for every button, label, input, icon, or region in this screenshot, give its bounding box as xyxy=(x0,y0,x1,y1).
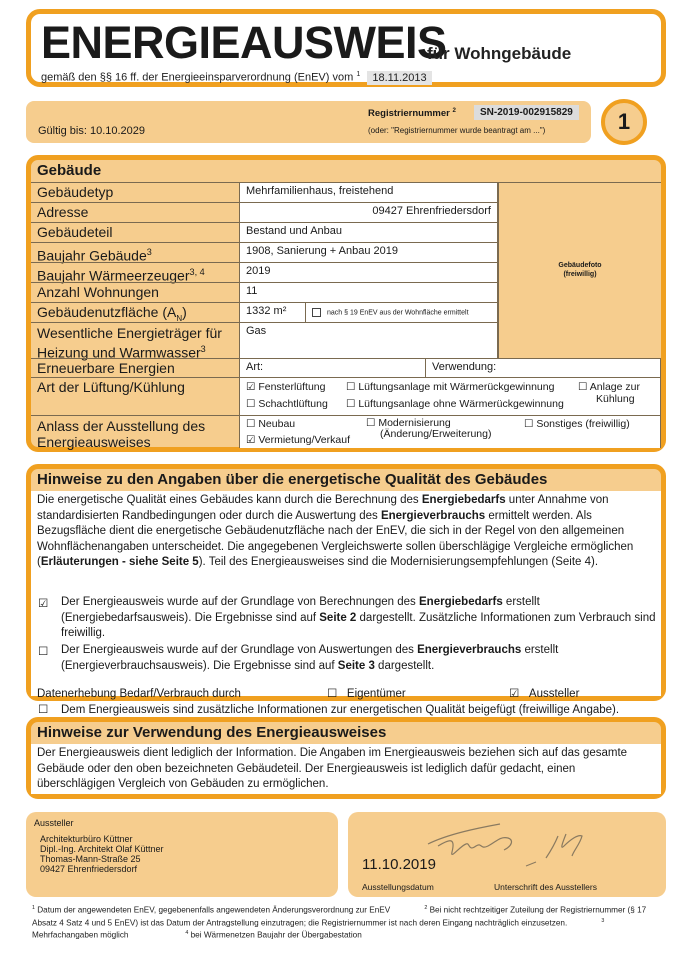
option-verbrauchsausweis xyxy=(61,643,661,674)
building-section-title: Gebäude xyxy=(37,162,102,179)
option-label: Vermietung/Verkauf xyxy=(258,434,350,446)
label-line-2: Energieausweises xyxy=(37,434,151,450)
nutzflaeche-option[interactable] xyxy=(306,303,498,322)
law-text: gemäß den §§ 16 ff. der Energieeinsparverordnung (EnEV) vom xyxy=(41,71,354,84)
photo-label-optional: (freiwillig) xyxy=(563,271,597,278)
option-label: Modernisierung xyxy=(378,417,451,429)
building-photo-placeholder xyxy=(498,182,661,358)
issue-date-label: Ausstellungsdatum xyxy=(362,882,434,892)
option-schachtlueftung[interactable] xyxy=(246,398,328,410)
photo-label: Gebäudefoto xyxy=(558,262,602,269)
option-bold: Seite 3 xyxy=(337,659,375,672)
label-end: ) xyxy=(182,304,187,320)
option-sonstiges[interactable] xyxy=(524,418,630,430)
registration-bar xyxy=(26,101,591,143)
row-value: 1908, Sanierung + Anbau 2019 xyxy=(240,243,498,262)
option-label: Eigentümer xyxy=(346,688,406,700)
option-text: dargestellt. Zusätzliche Informationen zum Verbrauch sind freiwillig. xyxy=(61,611,656,639)
label-footnote: 3 xyxy=(146,247,152,257)
footnote-marker: 2 xyxy=(424,905,428,911)
option-bold: Energiebedarfs xyxy=(419,596,503,608)
label-text: Baujahr Wärmeerzeuger xyxy=(37,267,190,284)
label-footnote: 3, 4 xyxy=(189,267,205,277)
datenerhebung-label: Datenerhebung Bedarf/Verbrauch durch xyxy=(37,688,241,700)
checkbox-unchecked-icon[interactable]: ☐ xyxy=(38,646,49,658)
intro-text: unter Annahme von standardisierten Randbedingungen oder durch die Auswertung des xyxy=(37,494,609,522)
intro-text: ermittelt werden. Als Bezugsfläche dient die energetische Gebäudenutzfläche nach der EnEV, die sich in der Regel von den allgemeinen Wohnflächenangaben unterscheidet. Die angegebenen Vergleichswerte sollen überschlägige Vergleiche ermöglichen ( xyxy=(37,509,634,568)
footnote-marker: 3 xyxy=(601,917,605,924)
checkbox-unchecked-icon[interactable]: ☐ xyxy=(578,381,588,393)
usage-notes-text: Der Energieausweis dient lediglich der Information. Die Angaben im Energieausweis beziehen sich auf das gesamte Gebäude oder den oben bezeichneten Gebäudeteil. Der Energieausweis ist lediglich dafür gedacht, einen überschlägigen Vergleich von Gebäuden zu ermöglichen. xyxy=(31,744,661,794)
option-label: Schachtlüftung xyxy=(258,398,328,410)
issuer-box xyxy=(26,812,338,897)
issuer-line: Thomas-Mann-Straße 25 xyxy=(40,854,141,864)
intro-bold: Erläuterungen - siehe Seite 5 xyxy=(40,556,199,568)
option-vermietung-verkauf[interactable] xyxy=(246,434,350,446)
option-label-line-2: Kühlung xyxy=(596,393,635,405)
lueftung-options xyxy=(240,378,661,415)
quality-notes-body xyxy=(31,491,661,716)
option-bedarfsausweis xyxy=(61,595,661,642)
issuer-line: Dipl.-Ing. Architekt Olaf Küttner xyxy=(40,844,164,854)
issuer-line: 09427 Ehrenfriedersdorf xyxy=(40,864,138,874)
signature-image xyxy=(408,816,618,876)
row-value: Bestand und Anbau xyxy=(240,223,498,242)
row-value: 11 xyxy=(240,283,498,302)
registration-number: SN-2019-002915829 xyxy=(474,105,579,120)
registration-note: (oder: "Registriernummer wurde beantragt am ...") xyxy=(368,126,546,135)
option-bold: Energieverbrauchs xyxy=(417,644,522,656)
checkbox-unchecked-icon[interactable]: ☐ xyxy=(524,418,534,430)
option-anlage-kuehlung[interactable] xyxy=(578,381,640,405)
checkbox-checked-icon[interactable]: ☑ xyxy=(246,381,256,393)
registration-label-text: Registriernummer xyxy=(368,108,450,120)
label-text: Baujahr Gebäude xyxy=(37,247,147,264)
option-fensterlueftung[interactable] xyxy=(246,381,325,393)
option-eigentuemer[interactable] xyxy=(327,687,406,703)
option-label: Neubau xyxy=(258,418,296,430)
row-anzahl-wohnungen xyxy=(31,282,498,302)
row-label: Erneuerbare Energien xyxy=(31,359,240,377)
issuer-line: Architekturbüro Küttner xyxy=(40,834,133,844)
label-subscript: N xyxy=(176,313,183,323)
registration-label xyxy=(368,107,456,119)
option-label-line-2: (Änderung/Erweiterung) xyxy=(380,428,492,440)
option-text: dargestellt. xyxy=(374,659,435,672)
option-label: Lüftungsanlage ohne Wärmerückgewinnung xyxy=(358,398,564,410)
label-text: Gebäudenutzfläche (A xyxy=(37,304,177,320)
row-label: Gebäudeteil xyxy=(31,223,240,242)
footnotes xyxy=(32,903,662,941)
label-line-2: Heizung und Warmwasser xyxy=(37,344,201,361)
row-energietraeger xyxy=(31,322,498,361)
document-title: ENERGIEAUSWEIS xyxy=(41,17,447,68)
building-section xyxy=(26,155,666,452)
signature-box xyxy=(348,812,666,897)
row-label: Adresse xyxy=(31,203,240,222)
title-box xyxy=(26,9,666,87)
option-zusatzinfo: Dem Energieausweis sind zusätzliche Informationen zur energetischen Qualität beigefügt (freiwillige Angabe). xyxy=(61,704,620,716)
registration-footnote: 2 xyxy=(452,107,456,114)
option-label: Sonstiges (freiwillig) xyxy=(536,418,630,430)
footnote-marker: 4 xyxy=(185,930,189,937)
label-footnote: 3 xyxy=(200,344,206,354)
signature-label: Unterschrift des Ausstellers xyxy=(494,882,597,892)
issue-date: 11.10.2019 xyxy=(362,856,436,873)
option-text: erstellt (Energiebedarfsausweis). Die Ergebnisse sind auf xyxy=(61,596,540,624)
footnote-1: Datum der angewendeten EnEV, gegebenenfalls angewendeten Änderungsverordnung zur EnEV xyxy=(37,905,391,915)
row-value: Gas xyxy=(240,323,498,358)
quality-notes-intro xyxy=(37,493,655,571)
option-modernisierung[interactable] xyxy=(366,418,491,440)
usage-notes-title: Hinweise zur Verwendung des Energieausweises xyxy=(37,724,387,741)
option-label: nach § 19 EnEV aus der Wohnfläche ermittelt xyxy=(327,309,469,317)
option-aussteller[interactable] xyxy=(509,687,579,703)
law-reference xyxy=(41,70,432,84)
checkbox-unchecked-icon[interactable]: ☐ xyxy=(246,398,256,410)
quality-notes-section xyxy=(26,464,666,716)
checkbox-checked-icon[interactable]: ☑ xyxy=(509,688,520,700)
row-value: 09427 Ehrenfriedersdorf xyxy=(240,203,498,222)
footnote-marker: 1 xyxy=(32,905,35,911)
row-label: Anzahl Wohnungen xyxy=(31,283,240,302)
label-line-1: Wesentliche Energieträger für xyxy=(37,325,222,341)
intro-text: ). Teil des Energieausweises sind die Modernisierungsempfehlungen (Seite 4). xyxy=(198,556,599,568)
page-number-badge: 1 xyxy=(601,99,647,145)
option-text: erstellt (Energieverbrauchsausweis). Die Ergebnisse sind auf xyxy=(61,644,559,672)
footnote-4: bei Wärmenetzen Baujahr der Übergabestation xyxy=(190,931,362,941)
checkbox-unchecked-icon[interactable]: ☐ xyxy=(38,704,49,716)
intro-text: Die energetische Qualität eines Gebäudes kann durch die Berechnung des xyxy=(37,494,422,506)
option-lueftungsanlage-ohne-wrg[interactable] xyxy=(346,398,564,410)
row-erneuerbare xyxy=(31,358,661,377)
law-footnote: 1 xyxy=(356,70,361,78)
option-label: Lüftungsanlage mit Wärmerückgewinnung xyxy=(358,381,555,393)
row-label xyxy=(31,416,240,448)
row-gebaeudeteil xyxy=(31,222,498,242)
issuer-label: Aussteller xyxy=(34,818,74,828)
valid-until: Gültig bis: 10.10.2029 xyxy=(38,125,146,137)
option-bold: Seite 2 xyxy=(319,611,357,624)
checkbox-unchecked-icon[interactable]: ☐ xyxy=(366,417,376,429)
row-gebaeudetyp xyxy=(31,182,498,202)
issuer-address xyxy=(40,834,164,874)
checkbox-unchecked-icon[interactable] xyxy=(312,308,321,317)
option-neubau[interactable] xyxy=(246,418,295,430)
option-text: Der Energieausweis wurde auf der Grundlage von Auswertungen des xyxy=(61,644,418,656)
checkbox-unchecked-icon[interactable]: ☐ xyxy=(327,688,338,700)
row-adresse xyxy=(31,202,498,222)
footnote-2: Bei nicht rechtzeitiger Zuteilung der Registriernummer (§ 17 Absatz 4 Satz 4 und 5 EnEV) ist das Datum der Antragstellung einzutragen; die Registriernummer ist nach deren Eingang nachträglich einzusetzen. xyxy=(32,905,647,928)
verwendung-field: Verwendung: xyxy=(426,359,661,377)
checkbox-unchecked-icon[interactable]: ☐ xyxy=(346,381,356,393)
row-label: Art der Lüftung/Kühlung xyxy=(31,378,240,415)
row-label xyxy=(31,323,240,361)
option-label: Anlage zur xyxy=(589,381,640,393)
option-label: Aussteller xyxy=(528,688,580,700)
checkbox-unchecked-icon[interactable]: ☐ xyxy=(246,418,256,430)
option-text: Der Energieausweis wurde auf der Grundlage von Berechnungen des xyxy=(61,596,419,608)
row-lueftung xyxy=(31,377,661,415)
row-value: 2019 xyxy=(240,263,498,282)
option-lueftungsanlage-mit-wrg[interactable] xyxy=(346,381,554,393)
row-value: Mehrfamilienhaus, freistehend xyxy=(240,183,498,202)
label-line-1: Anlass der Ausstellung des xyxy=(37,418,206,434)
row-anlass xyxy=(31,415,661,448)
checkbox-unchecked-icon[interactable]: ☐ xyxy=(346,398,356,410)
law-date: 18.11.2013 xyxy=(367,71,431,85)
usage-notes-section xyxy=(26,717,666,799)
document-subtitle: für Wohngebäude xyxy=(427,44,572,63)
checkbox-checked-icon[interactable]: ☑ xyxy=(246,434,256,446)
checkbox-checked-icon[interactable]: ☑ xyxy=(38,598,49,610)
art-field: Art: xyxy=(240,359,426,377)
intro-bold: Energiebedarfs xyxy=(421,494,506,506)
intro-bold: Energieverbrauchs xyxy=(380,509,486,522)
row-value: 1332 m² xyxy=(240,303,306,322)
quality-notes-title: Hinweise zu den Angaben über die energetische Qualität des Gebäudes xyxy=(37,471,548,488)
row-label: Gebäudetyp xyxy=(31,183,240,202)
anlass-options xyxy=(240,416,661,448)
option-label: Fensterlüftung xyxy=(258,381,326,393)
footnote-3: Mehrfachangaben möglich xyxy=(32,931,129,941)
